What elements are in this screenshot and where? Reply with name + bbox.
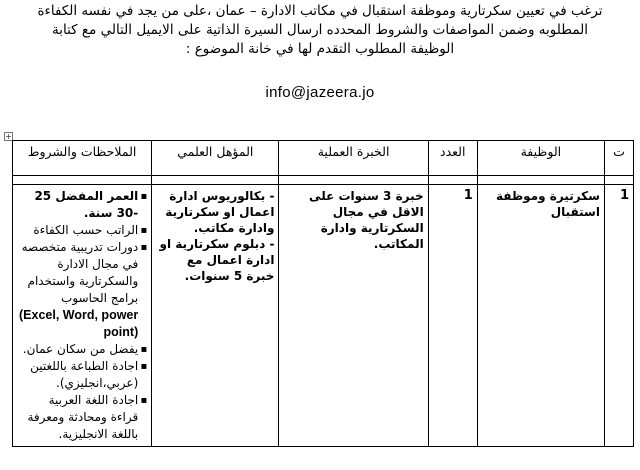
header-experience: الخبرة العملية [279, 141, 428, 176]
intro-line-1: ترغب في تعيين سكرتارية وموظفة استقبال في مكاتب الادارة – عمان ،على من يجد في نفسه الكفاءة [37, 3, 603, 19]
note-english-text: قراءة ومحادثة ومعرفة باللغة الانجليزية. [27, 410, 139, 441]
note-software: (Excel, Word, power point) [19, 308, 139, 339]
job-count: 1 [463, 188, 473, 203]
header-notes: الملاحظات والشروط [13, 141, 152, 176]
note-residence: ▪ يفضل من سكان عمان. [17, 341, 147, 358]
table-move-handle-icon[interactable]: + [5, 132, 12, 141]
header-count: العدد [428, 141, 477, 176]
header-qualification: المؤهل العلمي [152, 141, 279, 176]
table-spacer-row [13, 176, 634, 185]
qualification-diploma: - دبلوم سكرتارية او ادارة اعمال مع خبرة 5 سنوات. [159, 237, 275, 283]
table-header-row [13, 141, 634, 176]
cell-number [604, 185, 633, 447]
intro-line-3: الوظيفة المطلوب التقدم لها في خانة الموضوع : [185, 41, 455, 57]
note-age: ▪ العمر المفضل 25 -30 سنة. [17, 188, 147, 222]
header-number: ت [604, 141, 633, 176]
note-typing: ▪ اجادة الطباعة باللغتين (عربي،انجليزي). [17, 358, 147, 392]
header-job: الوظيفة [477, 141, 604, 176]
spacer-cell [604, 176, 633, 185]
spacer-cell [13, 176, 152, 185]
cell-qualification [152, 185, 279, 447]
cell-job [477, 185, 604, 447]
note-arabic-text: اجادة اللغة العربية [48, 393, 139, 407]
spacer-cell [152, 176, 279, 185]
contact-email[interactable]: info@jazeera.jo [265, 84, 375, 101]
spacer-cell [279, 176, 428, 185]
cell-experience [279, 185, 428, 447]
spacer-cell [428, 176, 477, 185]
spacer-cell [477, 176, 604, 185]
note-salary: ▪ الراتب حسب الكفاءة [17, 222, 147, 239]
cell-notes [13, 185, 152, 447]
job-announcement-intro [6, 2, 634, 59]
row-number: 1 [619, 188, 629, 203]
qualification-bachelor: - بكالوريوس ادارة اعمال او سكرتارية وادارة مكاتب. [165, 189, 275, 235]
cell-count [428, 185, 477, 447]
job-title: سكرتيرة وموظفة استقبال [495, 189, 600, 219]
note-courses-text: دورات تدريبية متخصصه في مجال الادارة والسكرتارية واستخدام برامج الحاسوب [21, 240, 139, 305]
note-arabic [17, 392, 147, 443]
intro-line-2: المطلوبه وضمن المواصفات والشروط المحدده ارسال السيرة الذاتية على الايميل التالي مع كتابة [52, 22, 588, 38]
note-courses [17, 239, 147, 341]
notes-list [17, 188, 147, 443]
job-requirements-table [12, 140, 634, 447]
table-row [13, 185, 634, 447]
experience-text: خبرة 3 سنوات على الاقل في مجال السكرتارية وادارة المكاتب. [309, 189, 424, 251]
